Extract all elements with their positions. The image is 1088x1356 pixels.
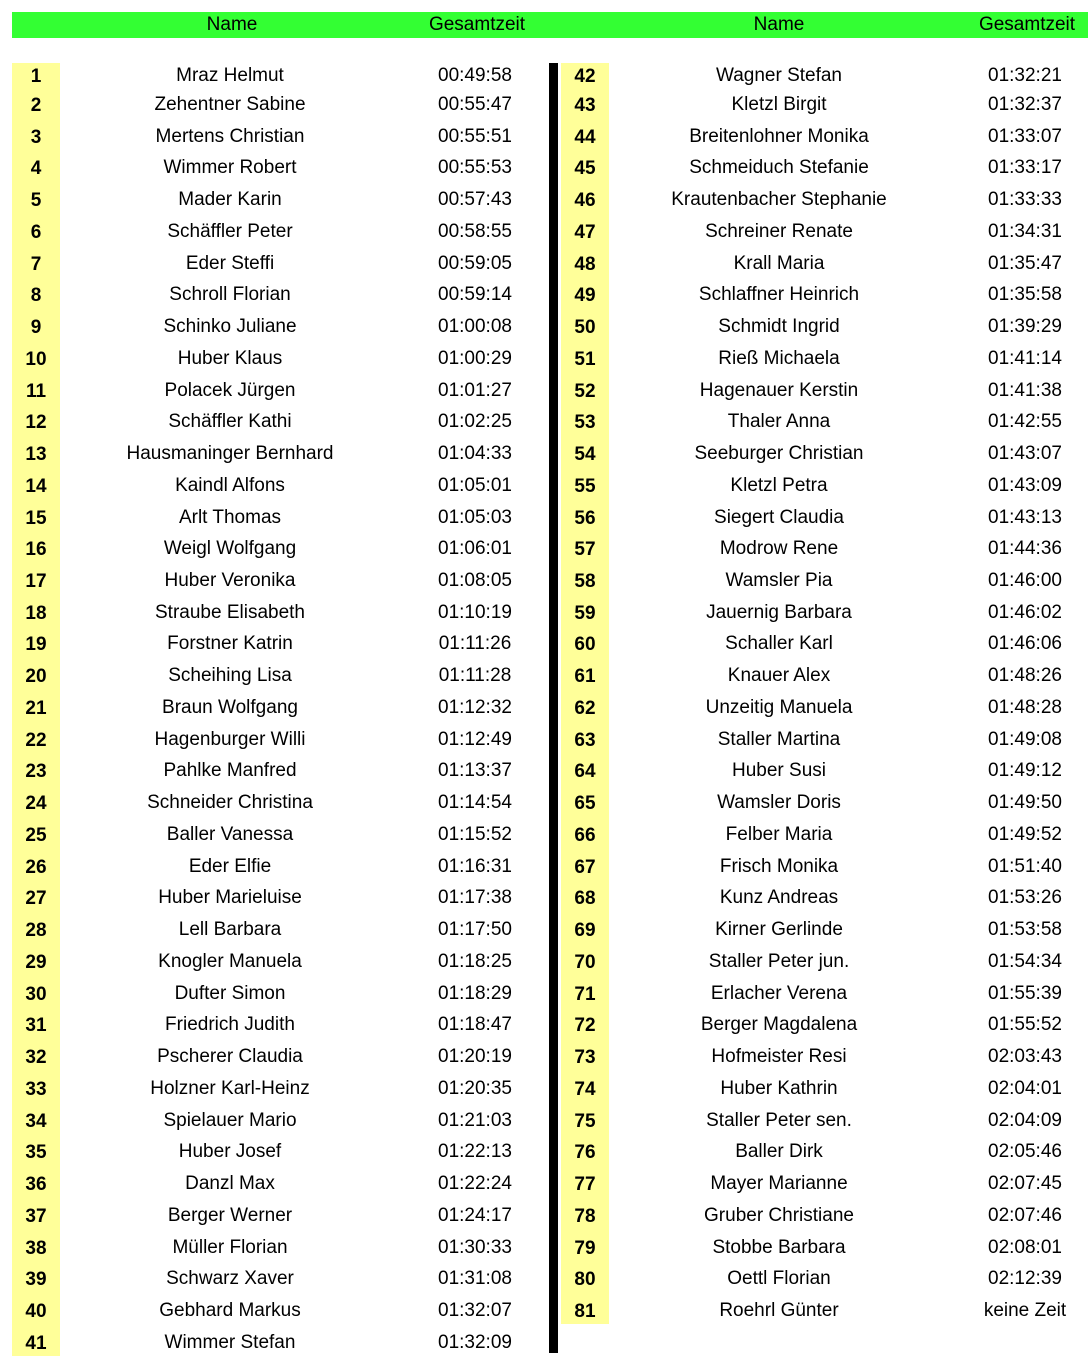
time-cell: 01:32:21 [988, 65, 1062, 86]
rank-cell: 4 [12, 150, 60, 181]
rank-cell: 64 [561, 753, 609, 784]
table-row [0, 1134, 1088, 1165]
table-row [0, 118, 1088, 150]
name-cell: Zehentner Sabine [154, 94, 306, 115]
name-cell: Schinko Juliane [163, 316, 297, 337]
time-cell: 02:12:39 [988, 1268, 1062, 1289]
time-cell: 01:20:35 [438, 1078, 512, 1099]
name-cell: Straube Elisabeth [155, 602, 305, 623]
name-cell: Dufter Simon [174, 983, 286, 1004]
name-cell: Huber Kathrin [720, 1078, 838, 1099]
rank-cell: 49 [561, 277, 609, 308]
table-row [0, 372, 1088, 404]
rank-cell: 54 [561, 435, 609, 467]
time-cell: 01:33:17 [988, 157, 1062, 178]
table-row [0, 975, 1088, 1007]
rank-cell: 36 [12, 1165, 60, 1197]
time-cell: 01:02:25 [438, 411, 512, 432]
rank-cell: 20 [12, 657, 60, 689]
name-cell: Mayer Marianne [710, 1173, 848, 1194]
rank-cell: 56 [561, 499, 609, 531]
table-row [0, 911, 1088, 943]
name-cell: Kunz Andreas [719, 887, 839, 908]
time-cell: 01:53:26 [988, 887, 1062, 908]
rank-cell: 63 [561, 721, 609, 753]
rank-cell: 42 [561, 63, 609, 89]
time-cell: 00:59:05 [438, 253, 512, 274]
name-cell: Gebhard Markus [159, 1300, 301, 1321]
name-cell: Kletzl Petra [730, 475, 828, 496]
rank-cell: 31 [12, 1007, 60, 1038]
name-cell: Pscherer Claudia [157, 1046, 303, 1067]
table-row [0, 213, 1088, 245]
rank-cell: 33 [12, 1070, 60, 1102]
table-row [0, 784, 1088, 816]
table-row [0, 531, 1088, 562]
table-row [0, 308, 1088, 340]
header-bar [12, 12, 1088, 38]
name-cell: Kletzl Birgit [731, 94, 827, 115]
rank-cell: 65 [561, 784, 609, 816]
time-cell: 01:48:26 [988, 665, 1062, 686]
rank-cell: 30 [12, 975, 60, 1007]
rank-cell: 25 [12, 816, 60, 848]
time-cell: 00:55:47 [438, 94, 512, 115]
name-header-left: Name [206, 14, 258, 35]
name-cell: Schneider Christina [147, 792, 313, 813]
time-cell: 01:18:25 [438, 951, 512, 972]
rank-cell: 58 [561, 562, 609, 594]
rank-cell: 43 [561, 89, 609, 118]
table-row [0, 562, 1088, 594]
rank-cell: 18 [12, 594, 60, 626]
time-cell: 01:31:08 [438, 1268, 512, 1289]
rank-cell: 81 [561, 1292, 609, 1324]
table-row [0, 1038, 1088, 1070]
table-row [0, 404, 1088, 435]
table-row [0, 89, 1088, 118]
name-cell: Modrow Rene [719, 538, 839, 559]
time-cell: 01:08:05 [438, 570, 512, 591]
time-cell: 02:08:01 [988, 1237, 1062, 1258]
time-cell: 01:22:13 [438, 1141, 512, 1162]
rank-cell: 55 [561, 467, 609, 499]
rank-cell: 47 [561, 213, 609, 245]
name-cell: Knogler Manuela [158, 951, 302, 972]
name-cell: Schäffler Kathi [168, 411, 292, 432]
rank-cell: 34 [12, 1102, 60, 1134]
rank-cell: 75 [561, 1102, 609, 1134]
table-row [0, 277, 1088, 308]
rank-cell: 80 [561, 1261, 609, 1292]
name-cell: Eder Steffi [185, 253, 275, 274]
name-cell: Mraz Helmut [176, 65, 284, 86]
time-cell: 00:59:14 [438, 284, 512, 305]
time-cell: 01:48:28 [988, 697, 1062, 718]
rank-cell: 27 [12, 880, 60, 911]
name-cell: Knauer Alex [727, 665, 831, 686]
time-cell: 01:00:08 [438, 316, 512, 337]
name-cell: Erlacher Verena [710, 983, 848, 1004]
table-row [0, 340, 1088, 372]
name-cell: Hagenauer Kerstin [699, 380, 859, 401]
time-cell: 01:13:37 [438, 760, 512, 781]
name-cell: Baller Dirk [735, 1141, 823, 1162]
table-row [0, 1229, 1088, 1261]
time-cell: 01:15:52 [438, 824, 512, 845]
rank-cell: 3 [12, 118, 60, 150]
rank-cell: 79 [561, 1229, 609, 1261]
table-row [0, 63, 1088, 89]
rank-cell: 59 [561, 594, 609, 626]
table-row [0, 1292, 1088, 1324]
time-cell: 01:11:28 [438, 665, 512, 686]
name-cell: Schäffler Peter [167, 221, 293, 242]
name-cell: Holzner Karl-Heinz [150, 1078, 310, 1099]
time-cell: 01:17:38 [438, 887, 512, 908]
table-row [0, 689, 1088, 721]
name-cell: Seeburger Christian [694, 443, 864, 464]
time-cell: 01:20:19 [438, 1046, 512, 1067]
rank-cell: 38 [12, 1229, 60, 1261]
rank-cell: 16 [12, 531, 60, 562]
time-cell: 02:07:45 [988, 1173, 1062, 1194]
rank-cell: 29 [12, 943, 60, 975]
time-cell: 01:04:33 [438, 443, 512, 464]
table-row [0, 467, 1088, 499]
time-cell: 01:49:08 [988, 729, 1062, 750]
name-cell: Schlaffner Heinrich [698, 284, 860, 305]
table-row [0, 721, 1088, 753]
name-cell: Hagenburger Willi [154, 729, 306, 750]
time-cell: 02:05:46 [988, 1141, 1062, 1162]
rank-cell: 22 [12, 721, 60, 753]
time-cell: 01:33:33 [988, 189, 1062, 210]
table-row [0, 657, 1088, 689]
rank-cell: 10 [12, 340, 60, 372]
name-cell: Mertens Christian [155, 126, 305, 147]
rank-cell: 1 [12, 63, 60, 89]
name-cell: Berger Werner [167, 1205, 293, 1226]
time-cell: 01:22:24 [438, 1173, 512, 1194]
table-row [0, 626, 1088, 657]
name-cell: Unzeitig Manuela [705, 697, 853, 718]
table-row [0, 181, 1088, 213]
name-cell: Oettl Florian [727, 1268, 831, 1289]
time-cell: 01:32:07 [438, 1300, 512, 1321]
name-cell: Weigl Wolfgang [163, 538, 297, 559]
name-cell: Schmeiduch Stefanie [689, 157, 869, 178]
time-cell: 02:04:09 [988, 1110, 1062, 1131]
name-cell: Polacek Jürgen [164, 380, 296, 401]
name-cell: Kaindl Alfons [175, 475, 285, 496]
time-cell: 01:00:29 [438, 348, 512, 369]
name-cell: Huber Klaus [177, 348, 283, 369]
time-cell: 01:17:50 [438, 919, 512, 940]
time-cell: 01:30:33 [438, 1237, 512, 1258]
time-cell: 02:03:43 [988, 1046, 1062, 1067]
rank-cell: 71 [561, 975, 609, 1007]
name-cell: Schwarz Xaver [166, 1268, 294, 1289]
table-row [0, 435, 1088, 467]
name-cell: Huber Veronika [164, 570, 296, 591]
table-row [0, 1070, 1088, 1102]
time-cell: 01:49:50 [988, 792, 1062, 813]
rank-cell: 46 [561, 181, 609, 213]
time-cell: 01:33:07 [988, 126, 1062, 147]
time-cell: 01:49:52 [988, 824, 1062, 845]
time-cell: 00:57:43 [438, 189, 512, 210]
name-cell: Wimmer Robert [163, 157, 297, 178]
name-cell: Wamsler Pia [725, 570, 833, 591]
rank-cell: 17 [12, 562, 60, 594]
time-cell: 01:21:03 [438, 1110, 512, 1131]
time-cell: 01:35:47 [988, 253, 1062, 274]
time-cell: 01:18:47 [438, 1014, 512, 1035]
time-cell: 01:05:01 [438, 475, 512, 496]
name-cell: Braun Wolfgang [162, 697, 298, 718]
time-cell: 01:55:39 [988, 983, 1062, 1004]
rank-cell: 24 [12, 784, 60, 816]
rank-cell: 70 [561, 943, 609, 975]
name-cell: Staller Peter sen. [706, 1110, 852, 1131]
rank-cell: 50 [561, 308, 609, 340]
time-cell: 00:55:51 [438, 126, 512, 147]
name-cell: Huber Josef [178, 1141, 282, 1162]
name-cell: Staller Martina [717, 729, 841, 750]
time-cell: 01:35:58 [988, 284, 1062, 305]
name-cell: Jauernig Barbara [706, 602, 852, 623]
name-cell: Stobbe Barbara [712, 1237, 846, 1258]
time-cell: 01:12:32 [438, 697, 512, 718]
name-cell: Staller Peter jun. [708, 951, 850, 972]
time-cell: 01:34:31 [988, 221, 1062, 242]
name-cell: Schaller Karl [725, 633, 833, 654]
name-cell: Huber Susi [732, 760, 826, 781]
time-header-left: Gesamtzeit [428, 14, 526, 35]
rank-cell: 57 [561, 531, 609, 562]
rank-cell: 32 [12, 1038, 60, 1070]
time-cell: 01:53:58 [988, 919, 1062, 940]
table-row [0, 880, 1088, 911]
table-row [0, 753, 1088, 784]
time-cell: 01:55:52 [988, 1014, 1062, 1035]
name-cell: Berger Magdalena [700, 1014, 858, 1035]
name-cell: Thaler Anna [727, 411, 831, 432]
time-cell: 01:41:14 [988, 348, 1062, 369]
time-cell: 01:46:06 [988, 633, 1062, 654]
name-cell: Huber Marieluise [158, 887, 302, 908]
table-row [0, 245, 1088, 277]
table-row [0, 150, 1088, 181]
time-cell: 00:49:58 [438, 65, 512, 86]
rank-cell: 72 [561, 1007, 609, 1038]
rank-cell: 35 [12, 1134, 60, 1165]
name-cell: Rieß Michaela [718, 348, 840, 369]
rank-cell: 5 [12, 181, 60, 213]
rank-cell: 60 [561, 626, 609, 657]
rank-cell: 74 [561, 1070, 609, 1102]
table-row [0, 1197, 1088, 1229]
rank-cell: 19 [12, 626, 60, 657]
time-cell: 01:43:13 [988, 507, 1062, 528]
time-header-right: Gesamtzeit [978, 14, 1076, 35]
time-cell: 01:42:55 [988, 411, 1062, 432]
rank-cell: 28 [12, 911, 60, 943]
rank-cell: 44 [561, 118, 609, 150]
name-header-right: Name [753, 14, 805, 35]
rank-cell: 21 [12, 689, 60, 721]
table-row [0, 1261, 1088, 1292]
name-cell: Schmidt Ingrid [718, 316, 840, 337]
rank-cell: 76 [561, 1134, 609, 1165]
rank-cell: 73 [561, 1038, 609, 1070]
table-row [0, 594, 1088, 626]
rank-cell: 12 [12, 404, 60, 435]
name-cell: Forstner Katrin [167, 633, 293, 654]
time-cell: 01:39:29 [988, 316, 1062, 337]
time-cell: 01:51:40 [988, 856, 1062, 877]
rank-cell: 51 [561, 340, 609, 372]
rank-cell: 66 [561, 816, 609, 848]
name-cell: Spielauer Mario [163, 1110, 297, 1131]
name-cell: Breitenlohner Monika [689, 126, 869, 147]
time-cell: 01:46:00 [988, 570, 1062, 591]
name-cell: Eder Elfie [188, 856, 272, 877]
rank-cell: 67 [561, 848, 609, 880]
name-cell: Hofmeister Resi [711, 1046, 847, 1067]
table-row [0, 499, 1088, 531]
name-cell: Arlt Thomas [178, 507, 282, 528]
name-cell: Gruber Christiane [704, 1205, 854, 1226]
rank-cell: 53 [561, 404, 609, 435]
name-cell: Friedrich Judith [165, 1014, 295, 1035]
name-cell: Pahlke Manfred [163, 760, 297, 781]
rank-cell: 48 [561, 245, 609, 277]
time-cell: 01:05:03 [438, 507, 512, 528]
time-cell: 01:46:02 [988, 602, 1062, 623]
time-cell: 02:04:01 [988, 1078, 1062, 1099]
time-cell: keine Zeit [983, 1300, 1067, 1321]
rank-cell: 39 [12, 1261, 60, 1292]
name-cell: Wamsler Doris [717, 792, 841, 813]
time-cell: 01:32:09 [438, 1332, 512, 1353]
rank-cell: 8 [12, 277, 60, 308]
table-row [0, 1324, 1088, 1356]
table-row [0, 1102, 1088, 1134]
time-cell: 00:58:55 [438, 221, 512, 242]
table-row [0, 1165, 1088, 1197]
time-cell: 01:11:26 [438, 633, 512, 654]
rank-cell: 68 [561, 880, 609, 911]
time-cell: 01:24:17 [438, 1205, 512, 1226]
name-cell: Baller Vanessa [166, 824, 294, 845]
name-cell: Felber Maria [725, 824, 833, 845]
time-cell: 01:32:37 [988, 94, 1062, 115]
time-cell: 01:16:31 [438, 856, 512, 877]
name-cell: Lell Barbara [178, 919, 282, 940]
table-row [0, 943, 1088, 975]
rank-cell: 37 [12, 1197, 60, 1229]
rank-cell: 61 [561, 657, 609, 689]
rank-cell: 40 [12, 1292, 60, 1324]
time-cell: 01:01:27 [438, 380, 512, 401]
time-cell: 01:18:29 [438, 983, 512, 1004]
rank-cell: 7 [12, 245, 60, 277]
name-cell: Wimmer Stefan [164, 1332, 296, 1353]
rank-cell: 2 [12, 89, 60, 118]
time-cell: 01:41:38 [988, 380, 1062, 401]
rank-cell: 14 [12, 467, 60, 499]
name-cell: Wagner Stefan [715, 65, 843, 86]
name-cell: Siegert Claudia [714, 507, 844, 528]
rank-cell: 15 [12, 499, 60, 531]
name-cell: Roehrl Günter [719, 1300, 839, 1321]
time-cell: 01:12:49 [438, 729, 512, 750]
time-cell: 01:10:19 [438, 602, 512, 623]
rank-cell: 52 [561, 372, 609, 404]
name-cell: Kirner Gerlinde [715, 919, 843, 940]
table-row [0, 848, 1088, 880]
rank-cell: 69 [561, 911, 609, 943]
name-cell: Scheihing Lisa [168, 665, 292, 686]
table-row [0, 816, 1088, 848]
time-cell: 01:49:12 [988, 760, 1062, 781]
rank-cell: 77 [561, 1165, 609, 1197]
time-cell: 01:54:34 [988, 951, 1062, 972]
time-cell: 01:14:54 [438, 792, 512, 813]
rank-cell: 23 [12, 753, 60, 784]
name-cell: Müller Florian [172, 1237, 288, 1258]
name-cell: Mader Karin [178, 189, 282, 210]
name-cell: Krall Maria [733, 253, 825, 274]
rank-cell: 13 [12, 435, 60, 467]
rank-cell: 9 [12, 308, 60, 340]
time-cell: 01:43:07 [988, 443, 1062, 464]
rank-cell: 62 [561, 689, 609, 721]
name-cell: Schroll Florian [169, 284, 291, 305]
time-cell: 02:07:46 [988, 1205, 1062, 1226]
name-cell: Schreiner Renate [705, 221, 853, 242]
rank-cell: 26 [12, 848, 60, 880]
rank-cell: 6 [12, 213, 60, 245]
time-cell: 01:43:09 [988, 475, 1062, 496]
table-row [0, 1007, 1088, 1038]
time-cell: 00:55:53 [438, 157, 512, 178]
rank-cell: 41 [12, 1324, 60, 1356]
name-cell: Danzl Max [185, 1173, 275, 1194]
time-cell: 01:44:36 [988, 538, 1062, 559]
name-cell: Krautenbacher Stephanie [671, 189, 887, 210]
time-cell: 01:06:01 [438, 538, 512, 559]
rank-cell: 11 [12, 372, 60, 404]
rank-cell: 78 [561, 1197, 609, 1229]
name-cell: Hausmaninger Bernhard [126, 443, 334, 464]
name-cell: Frisch Monika [719, 856, 839, 877]
rank-cell: 45 [561, 150, 609, 181]
